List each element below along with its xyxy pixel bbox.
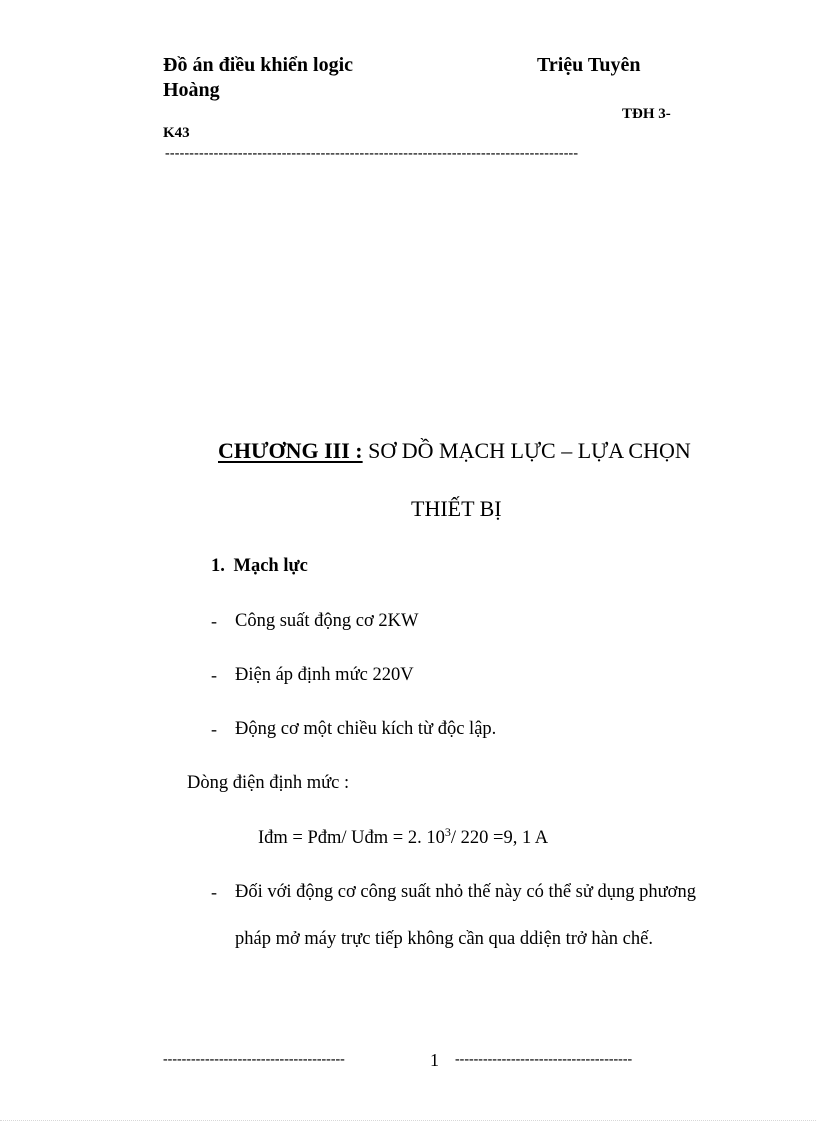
section-title: Mạch lực bbox=[233, 556, 308, 576]
bullet-marker: - bbox=[211, 882, 217, 902]
bullet-marker: - bbox=[211, 719, 217, 739]
section-heading bbox=[211, 556, 308, 577]
note-line-1: Đối với động cơ công suất nhỏ thế này có thể sử dụng phương bbox=[235, 882, 696, 902]
bullet-motor-type: Động cơ một chiều kích từ độc lập. bbox=[235, 719, 497, 739]
footer-rule-right: -------------------------------------- bbox=[455, 1052, 633, 1067]
formula-rhs: / 220 =9, 1 A bbox=[450, 828, 549, 848]
bullet-marker: - bbox=[211, 611, 217, 631]
formula bbox=[258, 824, 549, 849]
header-author-continued: Hoàng bbox=[163, 79, 220, 101]
page-bottom-border bbox=[0, 1120, 816, 1121]
bullet-voltage: Điện áp định mức 220V bbox=[235, 665, 414, 685]
page-number: 1 bbox=[430, 1050, 439, 1070]
bullet-marker: - bbox=[211, 665, 217, 685]
header-title: Đồ án điều khiển logic bbox=[163, 54, 354, 76]
chapter-heading bbox=[218, 438, 691, 464]
chapter-title-continued: THIẾT BỊ bbox=[411, 496, 502, 521]
footer-rule-left: --------------------------------------- bbox=[163, 1052, 345, 1067]
formula-exponent: 3 bbox=[444, 824, 451, 839]
header-author: Triệu Tuyên bbox=[537, 54, 641, 76]
header-class-code: TĐH 3- bbox=[622, 106, 671, 122]
formula-lhs: Iđm = Pđm/ Uđm = 2. 10 bbox=[258, 828, 445, 848]
chapter-title: SƠ DỒ MẠCH LỰC – LỰA CHỌN bbox=[368, 438, 691, 463]
section-number: 1. bbox=[211, 556, 225, 576]
header-rule: ------------------------------------------------------------------------------------- bbox=[165, 146, 579, 161]
bullet-power: Công suất động cơ 2KW bbox=[235, 611, 419, 631]
header-class-code-continued: K43 bbox=[163, 125, 190, 141]
note-line-2: pháp mở máy trực tiếp không cần qua ddiện trở hàn chế. bbox=[235, 929, 653, 949]
chapter-label: CHƯƠNG III : bbox=[218, 438, 363, 463]
rated-current-label: Dòng điện định mức : bbox=[187, 773, 350, 793]
